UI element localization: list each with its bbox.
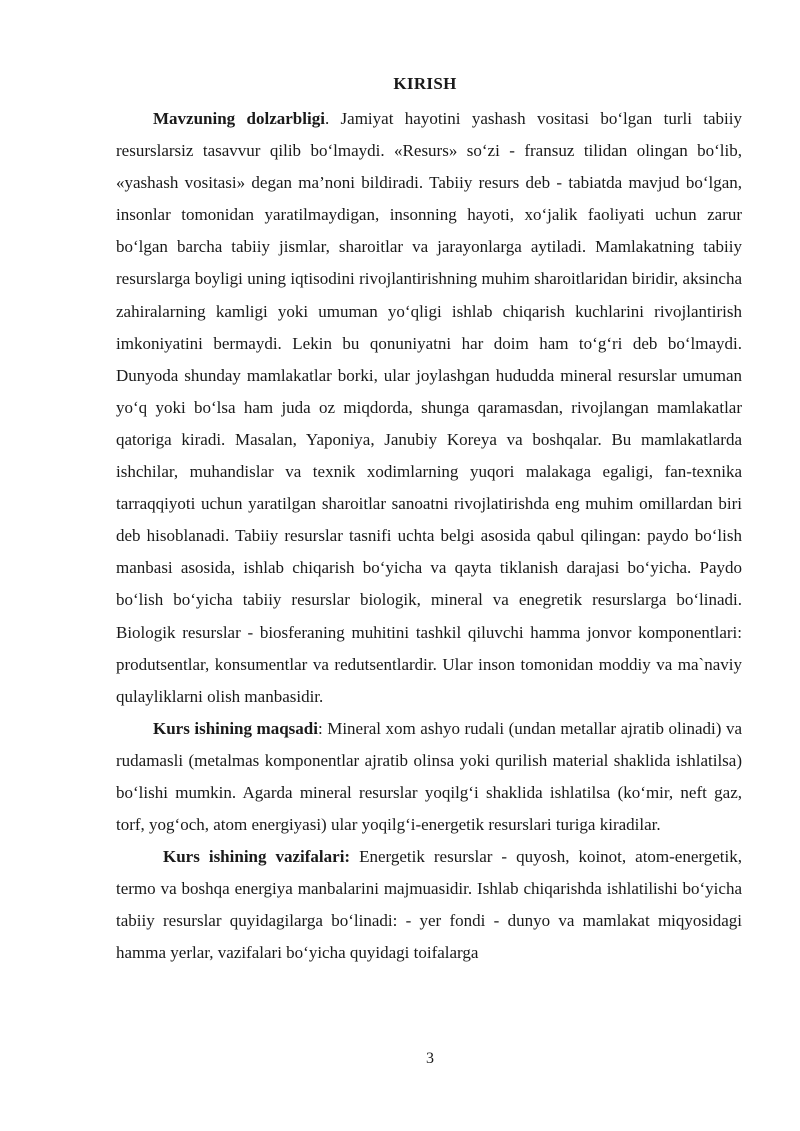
paragraph-heading: Kurs ishining vazifalari:	[163, 847, 351, 867]
page-title: KIRISH	[393, 74, 457, 93]
body-text	[116, 103, 742, 970]
paragraph-heading: Mavzuning dolzarbligi	[153, 109, 325, 128]
paragraph-text: : Mineral xom ashyo rudali (undan metallar ajratib olinadi) va rudamasli (metalmas komponentlar ajratib olinsa yoki qurilish material shaklida ishlatilsa) bo‘lishi mumkin. Agarda mineral resurslar yoqilg‘i shaklida ishlatilsa (ko‘mir, neft gaz, torf, yog‘och, atom energiyasi) ular yoqilg‘i-energetik resurslari turiga kiradilar.	[116, 718, 742, 835]
paragraph-tasks	[116, 841, 742, 969]
page-number: 3	[426, 1050, 434, 1067]
paragraph-goal	[116, 713, 742, 841]
paragraph-text: . Jamiyat hayotini yashash vositasi bo‘lgan turli tabiiy resurslarsiz tasavvur qilib bo‘lmaydi. «Resurs» so‘zi - fransuz tilidan olingan bo‘lib, «yashash vositasi» degan ma’noni bildiradi. Tabiiy resurs deb - tabiatda mavjud bo‘lgan, insonlar tomonidan yaratilmaydigan, insonning hayoti, xo‘jalik faoliyati uchun zarur bo‘lgan barcha tabiiy jismlar, sharoitlar va jarayonlarga aytiladi. Mamlakatning tabiiy resurslarga boyligi uning iqtisodini rivojlantirishning muhim sharoitlaridan biridir, aksincha zahiralarning kamligi yoki umuman yo‘qligi ishlab chiqarish kuchlarini rivojlantirish imkoniyatini bermaydi. Lekin bu qonuniyatni har doim ham to‘g‘ri deb bo‘lmaydi. Dunyoda shunday mamlakatlar borki, ular joylashgan hududda mineral resurslar umuman yo‘q yoki bo‘lsa ham juda oz miqdorda, shunga qaramasdan, rivojlangan mamlakatlar qatoriga kiradi. Masalan, Yaponiya, Janubiy Koreya va boshqalar. Bu mamlakatlarda ishchilar, muhandislar va texnik xodimlarning yuqori malakaga egaligi, fan-texnika tarraqqiyoti uchun yaratilgan sharoitlar sanoatni rivojlatirishda eng muhim omillardan biri deb hisoblanadi. Tabiiy resurslar tasnifi uchta belgi asosida qabul qilingan: paydo bo‘lish manbasi asosida, ishlab chiqarish bo‘yicha va qayta tiklanish darajasi bo‘yicha. Paydo bo‘lish bo‘yicha tabiiy resurslar biologik, mineral va enegretik resurslarga bo‘linadi. Biologik resurslar - biosferaning muhitini tashkil qiluvchi hamma jonvor komponentlari: produtsentlar, konsumentlar va redutsentlardir. Ular inson tomonidan moddiy va ma`naviy qulayliklarni olish manbasidir.	[116, 109, 742, 706]
paragraph-heading: Kurs ishining maqsadi	[153, 718, 318, 738]
paragraph-relevance	[116, 103, 742, 713]
paragraph-text: Energetik resurslar - quyosh, koinot, atom-energetik, termo va boshqa energiya manbalarini majmuasidir. Ishlab chiqarishda ishlatilishi bo‘yicha tabiiy resurslar quyidagilarga bo‘linadi: - yer fondi - dunyo va mamlakat miqyosidagi hamma yerlar, vazifalari bo‘yicha quyidagi toifalarga	[116, 847, 742, 963]
